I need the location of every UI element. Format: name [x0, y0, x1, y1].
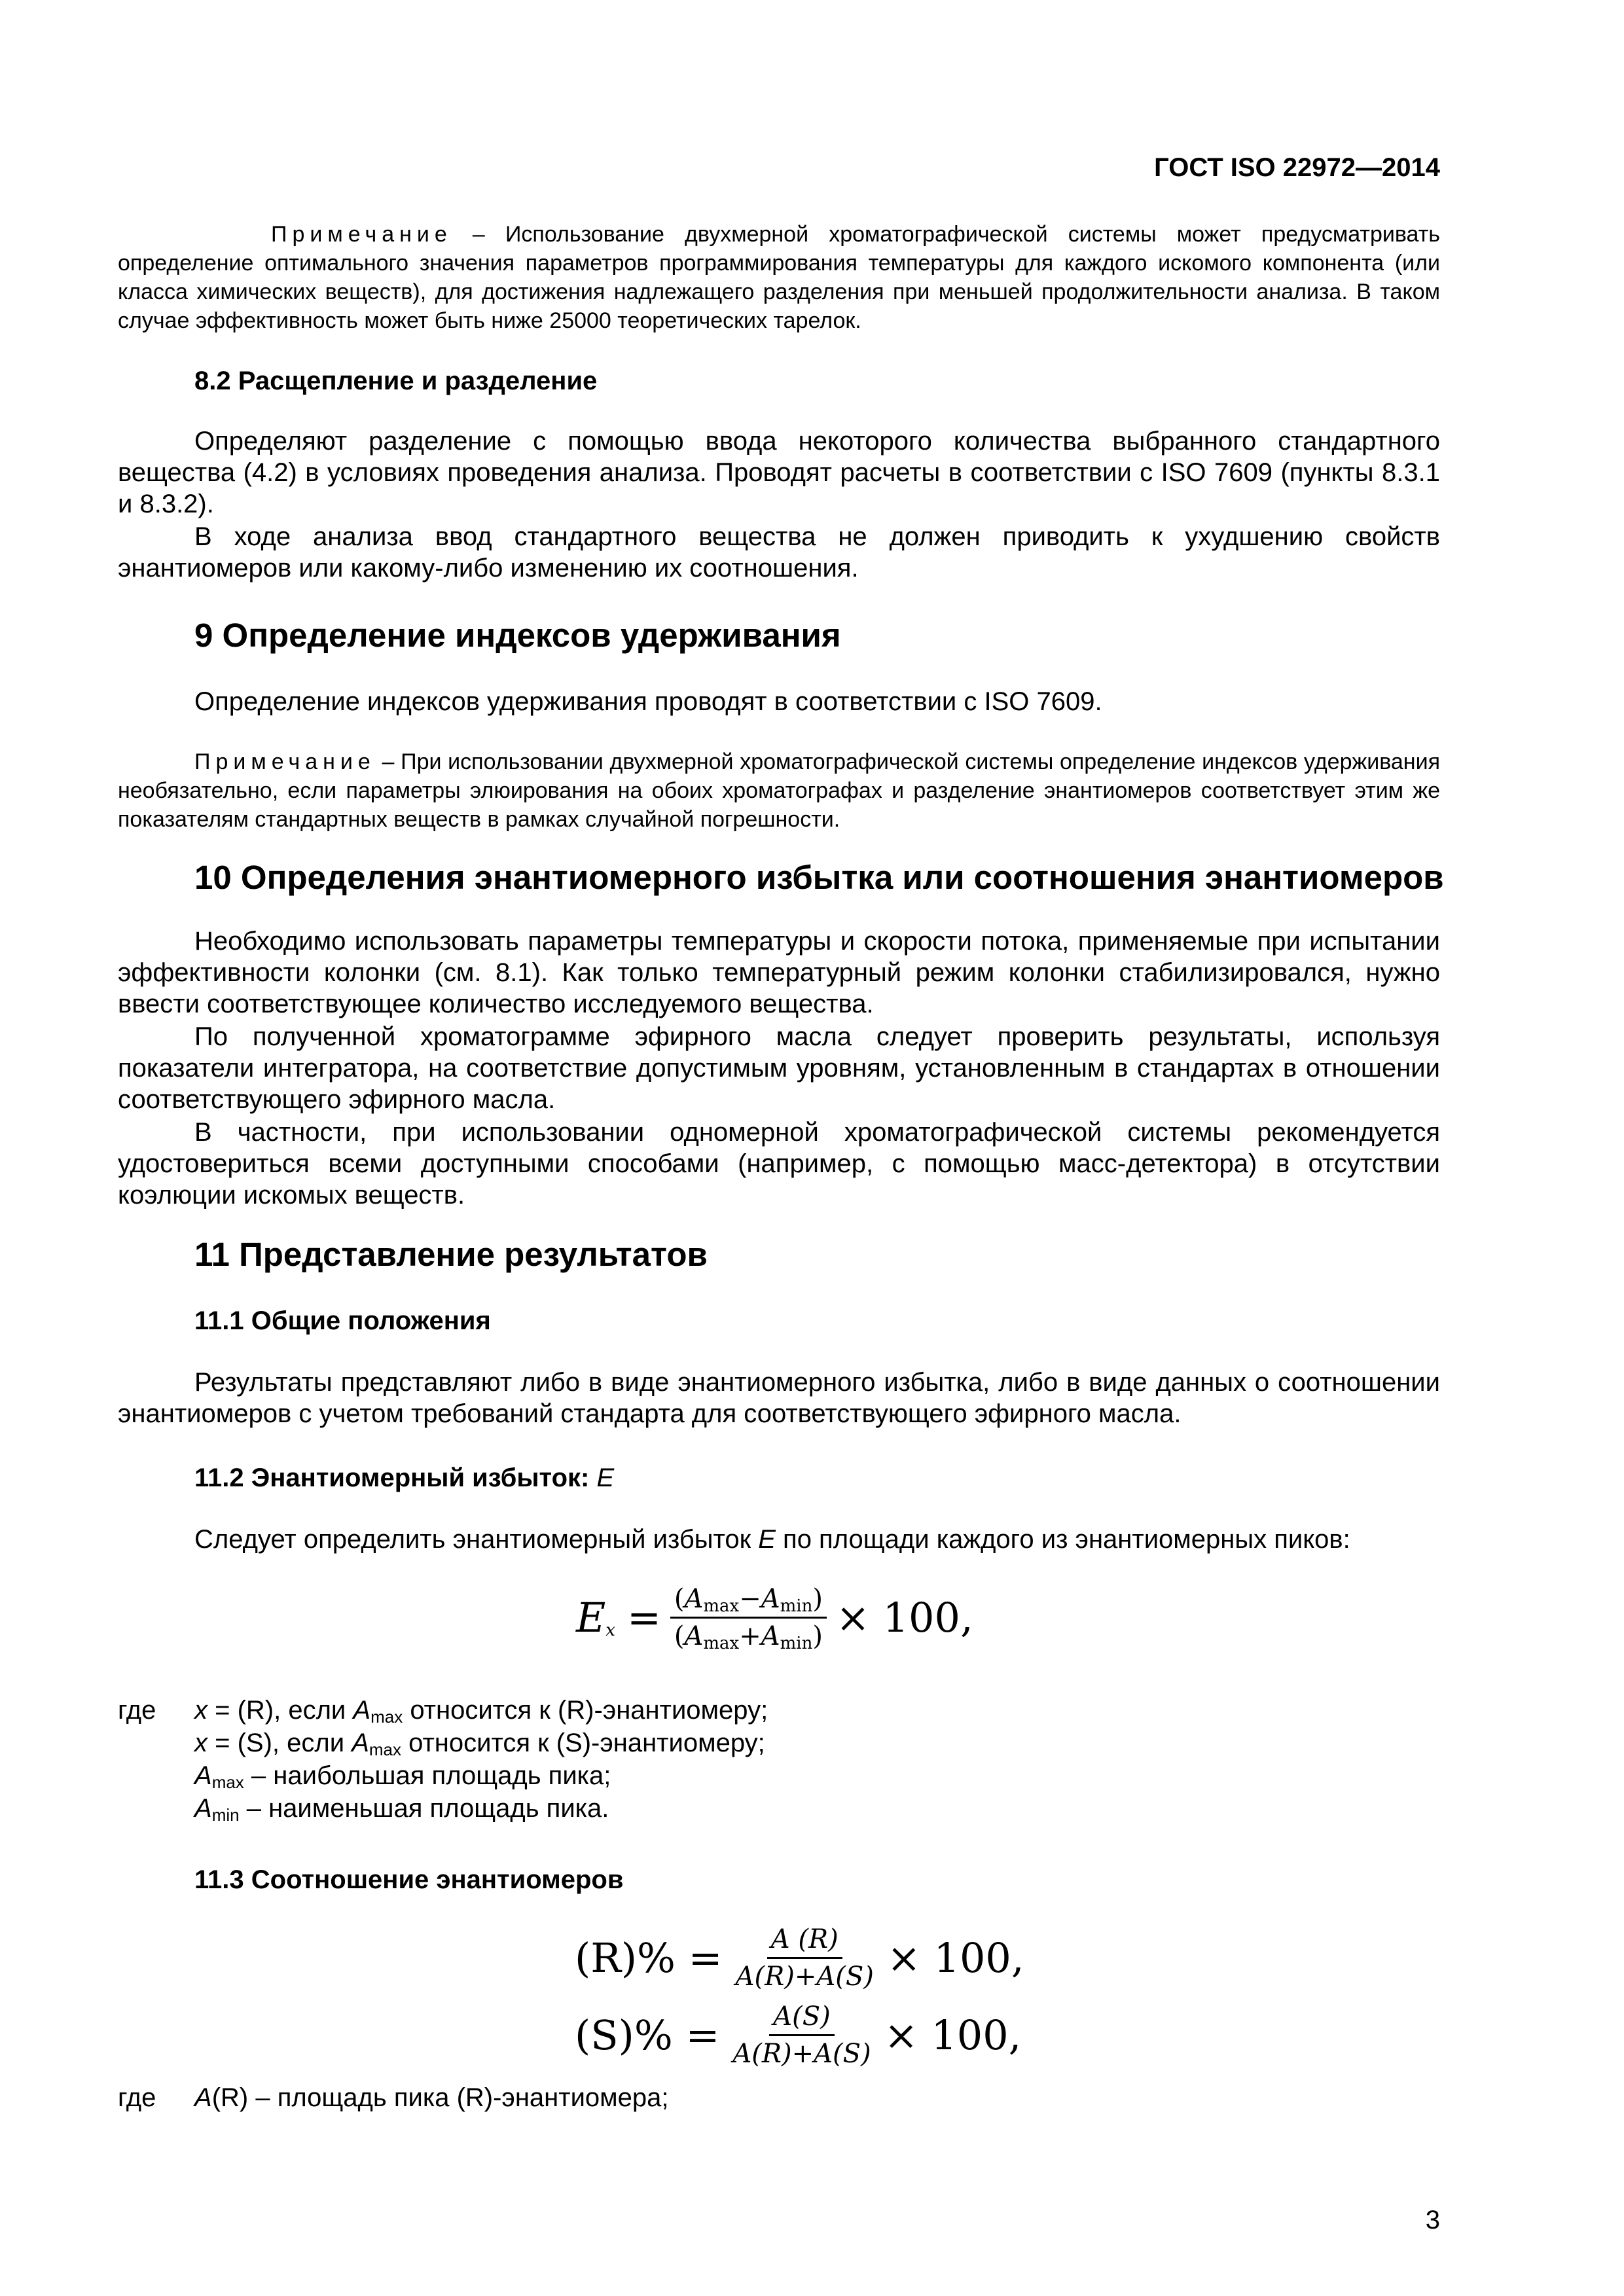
definition-row: где x = (R), если $A_{max}$ относится к (R)-энантиомеру; [118, 1694, 1440, 1727]
where-label: где [118, 1696, 156, 1725]
formula-denominator: A(R)+A(S) [735, 1962, 874, 1992]
page-number: 3 [1425, 2206, 1440, 2234]
definition-row: $A_{max}$ – наибольшая площадь пика; [194, 1761, 611, 1792]
formula-s-percent [575, 2001, 1021, 2069]
section-8-2-paragraph-1: Определяют разделение с помощью ввода некоторого количества выбранного стандартного вещества (4.2) в условиях проведения анализа. Проводят расчеты в соответствии с ISO 7609 (пункты 8.3.1 и 8.3.2). [118, 427, 1440, 518]
formula-fraction [732, 1924, 878, 1992]
note-lead: Примечание [194, 749, 376, 774]
section-11-title: 11 Представление результатов [194, 1236, 708, 1273]
formula-enantiomeric-excess [576, 1584, 973, 1651]
note-paragraph [118, 220, 1440, 335]
section-11-2-paragraph: Следует определить энантиомерный избыток E по площади каждого из энантиомерных пиков: [194, 1525, 1350, 1554]
section-9-title: 9 Определение индексов удерживания [194, 617, 841, 654]
formula-fraction [670, 1584, 827, 1651]
formula-numerator: A(S) [769, 2001, 835, 2036]
section-10-paragraph-2: По полученной хроматограмме эфирного масла следует проверить результаты, используя показатели интегратора, на соответствие допустимым уровням, установленным в стандартах в отношении соответствующего эфирного масла. [118, 1022, 1440, 1114]
section-11-3-title: 11.3 Соотношение энантиомеров [194, 1865, 624, 1894]
section-10-paragraph-3: В частности, при использовании одномерной хроматографической системы рекомендуется удостовериться всеми доступными способами (например, с помощью масс-детектора) в отсутствии коэлюции искомых веществ. [118, 1118, 1440, 1210]
formula-lhs: (S)% = [575, 2011, 720, 2059]
definition-row: x = (S), если $A_{max}$ относится к (S)-энантиомеру; [194, 1729, 765, 1759]
definition-row: $A_{min}$ – наименьшая площадь пика. [194, 1794, 609, 1825]
section-9-paragraph: Определение индексов удерживания проводят в соответствии с ISO 7609. [194, 687, 1102, 716]
definitions-list [118, 2081, 1440, 2114]
section-9-note [118, 747, 1440, 834]
section-11-1-paragraph: Результаты представляют либо в виде энантиомерного избытка, либо в виде данных о соотношении энантиомеров с учетом требований стандарта для соответствующего эфирного масла. [118, 1368, 1440, 1428]
section-8-2-title: 8.2 Расщепление и разделение [194, 367, 598, 395]
formula-denominator: $(A_{max}+A_{min})$ [674, 1621, 823, 1653]
formula-r-percent [575, 1924, 1024, 1992]
note-lead: Примечание [271, 222, 452, 247]
formula-equals: = [626, 1594, 661, 1641]
formula-denominator: A(R)+A(S) [732, 2039, 871, 2069]
formula-tail: × 100, [886, 1934, 1024, 1982]
note-text: – При использовании двухмерной хроматографической системы определение индексов удерживания необязательно, если параметры элюирования на обоих хроматографах и разделение энантиомеров соответствует этим же показателям стандартных веществ в рамках случайной погрешности. [118, 749, 1440, 832]
section-10-paragraph-1: Необходимо использовать параметры температуры и скорости потока, применяемые при испытании эффективности колонки (см. 8.1). Как только температурный режим колонки стабилизировался, нужно ввести соответствующее количество исследуемого вещества. [118, 927, 1440, 1018]
formula-tail: × 100, [835, 1594, 973, 1641]
formula-fraction [729, 2001, 875, 2069]
formula-lhs: $E_x$ [576, 1594, 615, 1641]
formula-numerator: $(A_{max}-A_{min})$ [670, 1584, 827, 1619]
formula-numerator: A (R) [767, 1924, 842, 1959]
note-text: – Использование двухмерной хроматографической системы может предусматривать определение оптимального значения параметров программирования температуры для каждого искомого компонента (или класса химических веществ), для достижения надлежащего разделения при меньшей продолжительности анализа. В таком случае эффективность может быть ниже 25000 теоретических тарелок. [118, 222, 1440, 333]
formula-tail: × 100, [884, 2011, 1022, 2059]
section-11-1-title: 11.1 Общие положения [194, 1306, 491, 1335]
where-label: где [118, 2083, 156, 2112]
section-10-title: 10 Определения энантиомерного избытка или соотношения энантиомеров [194, 859, 1444, 896]
section-8-2-paragraph-2: В ходе анализа ввод стандартного вещества не должен приводить к ухудшению свойств энантиомеров или какому-либо изменению их соотношения. [118, 522, 1440, 583]
section-11-2-title: 11.2 Энантиомерный избыток: E [194, 1463, 615, 1492]
definitions-list [118, 1694, 1440, 1825]
document-id-header: ГОСТ ISO 22972—2014 [1154, 153, 1440, 182]
definition-row: где A(R) – площадь пика (R)-энантиомера; [118, 2081, 1440, 2114]
formula-lhs: (R)% = [575, 1934, 723, 1982]
